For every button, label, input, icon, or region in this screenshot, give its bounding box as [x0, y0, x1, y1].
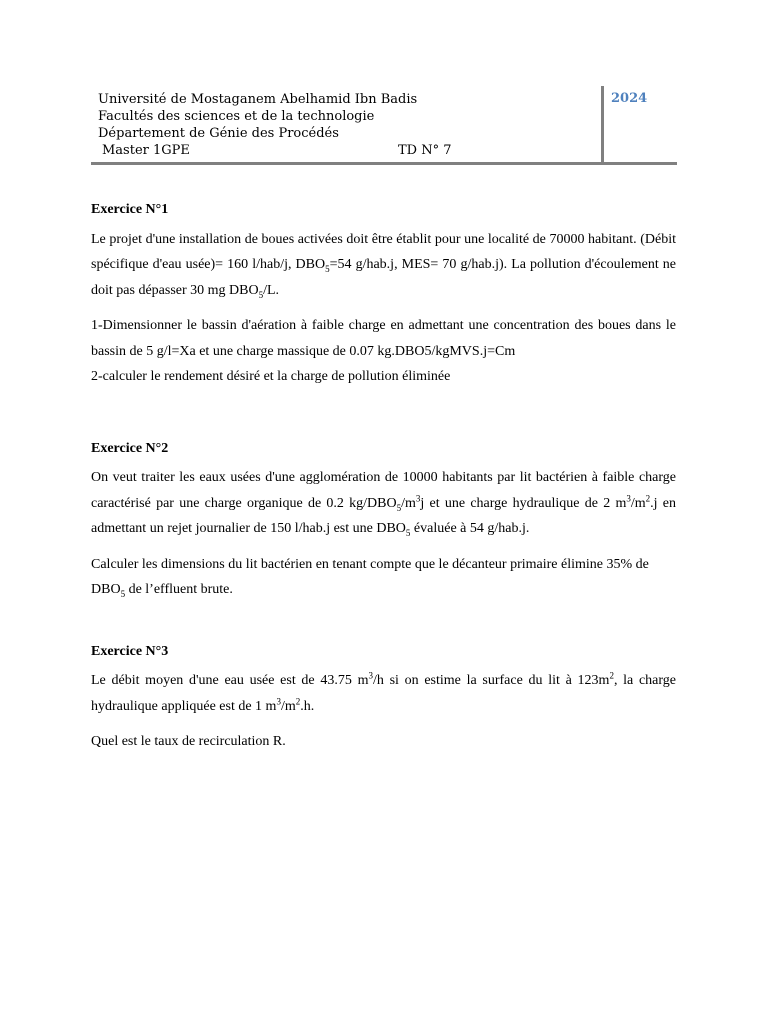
superscript: 2	[645, 492, 651, 503]
superscript: 3	[276, 695, 281, 706]
text-run: , la charge hydraulique appliquée est de 1 m	[91, 673, 677, 714]
text-run: /L.	[263, 282, 280, 298]
superscript: 2	[295, 695, 301, 706]
exercise-1-title: Exercice N°1	[91, 202, 169, 217]
text-run: =54 g/hab.j, MES= 70 g/hab.j). La pollution d'écoulement ne doit pas dépasser 30 mg DBO	[91, 257, 676, 298]
subscript: 5	[120, 588, 126, 599]
spacer	[91, 390, 676, 436]
superscript: 3	[415, 492, 421, 503]
header-vertical-divider	[601, 86, 604, 164]
subscript: 5	[325, 263, 330, 274]
text-run: /h si on estime la surface du lit à 123m	[372, 673, 610, 688]
header-institution	[98, 91, 598, 142]
exercise-1-question-1: 1-Dimensionner le bassin d'aération à faible charge en admettant une concentration des boues dans le bassin de 5 g/l=Xa et une charge massique de 0.07 kg.DBO5/kgMVS.j=Cm	[91, 318, 676, 359]
text-run: .j en admettant un rejet journalier de 150 l/hab.j est une DBO	[91, 495, 676, 536]
subscript: 5	[396, 502, 402, 513]
text-run: de l’effluent brute.	[125, 582, 233, 597]
text-run: Le projet d'une installation de boues activées doit être établit pour une localité de 70000 habitant. (Débit spécifique d'eau usée)= 160 l/hab/j, DBO	[91, 231, 676, 272]
exercise-1-questions	[91, 313, 676, 390]
exercise-2-title: Exercice N°2	[91, 440, 169, 456]
text-run: .h.	[300, 698, 315, 714]
exercise-3-title: Exercice N°3	[91, 643, 169, 659]
faculty-name: Facultés des sciences et de la technologie	[98, 109, 375, 124]
text-run: /m	[630, 495, 646, 511]
text-run: Calculer les dimensions du lit bactérien en tenant compte que le décanteur primaire élimine 35% de DBO	[91, 556, 649, 597]
exercise-1-statement	[91, 227, 676, 304]
text-run: j et une charge hydraulique de 2 m	[420, 495, 627, 511]
exercise-2-statement	[91, 465, 676, 542]
course-level: Master 1GPE	[102, 143, 190, 158]
exercise-content	[91, 197, 676, 765]
superscript: 3	[368, 670, 373, 681]
subscript: 5	[258, 289, 264, 300]
subscript: 5	[405, 527, 411, 538]
td-number: TD N° 7	[398, 143, 452, 158]
header-year: 2024	[611, 91, 648, 106]
text-run: évaluée à 54 g/hab.j.	[410, 521, 530, 536]
superscript: 2	[609, 670, 614, 681]
department-name: Département de Génie des Procédés	[98, 126, 339, 141]
spacer	[91, 613, 676, 639]
exercise-1-question-2: 2-calculer le rendement désiré et la charge de pollution éliminée	[91, 369, 451, 384]
text-run: Le débit moyen d'une eau usée est de 43.75 m	[91, 673, 369, 688]
text-run: On veut traiter les eaux usées d'une agglomération de 10000 habitants par lit bactérien à faible charge caractérisé par une charge organique de 0.2 kg/DBO	[91, 470, 676, 511]
text-run: /m	[280, 698, 296, 714]
university-name: Université de Mostaganem Abelhamid Ibn Badis	[98, 92, 418, 107]
exercise-3-question: Quel est le taux de recirculation R.	[91, 734, 286, 749]
superscript: 3	[626, 492, 631, 503]
exercise-2-question	[91, 552, 676, 603]
header-horizontal-divider	[91, 162, 677, 165]
exercise-3-statement	[91, 668, 676, 719]
text-run: /m	[401, 495, 416, 511]
